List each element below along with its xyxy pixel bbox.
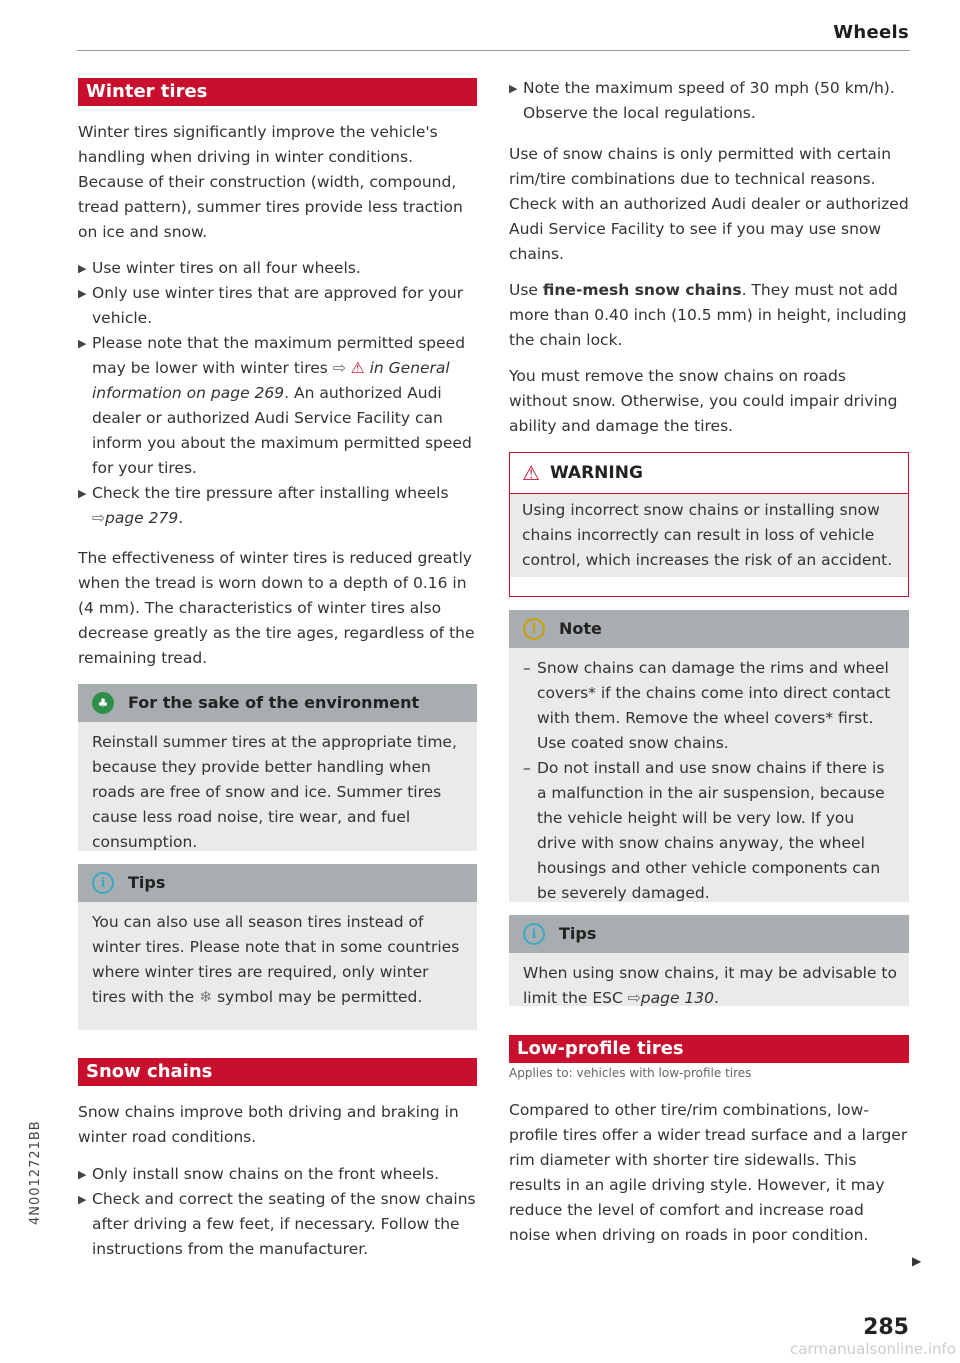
bullet-text: Only install snow chains on the front wheels. bbox=[92, 1165, 439, 1183]
bullet-text: Please note that the maximum permitted speed may be lower with winter tires bbox=[92, 334, 466, 377]
bullet-text: Check and correct the seating of the snow chains after driving a few feet, if necessary. Follow the instructions from the manufacturer. bbox=[92, 1190, 476, 1258]
bullet-item: ▶ Only install snow chains on the front wheels. bbox=[78, 1165, 439, 1183]
tips-box-left bbox=[78, 864, 477, 1030]
bullet-item: ▶ Use winter tires on all four wheels. bbox=[78, 259, 361, 277]
snow-chains-intro-text: Snow chains improve both driving and braking in winter road conditions. bbox=[78, 1103, 459, 1146]
fine-mesh-text: . They must not add more than 0.40 inch (10.5 mm) in height, including the chain lock. bbox=[509, 281, 907, 349]
combinations-text: Use of snow chains is only permitted with certain rim/tire combinations due to technical reasons. Check with an authorized Audi dealer or authorized Audi Service Facility to see if you may use snow chains. bbox=[509, 145, 909, 263]
arrow-ref-icon: ⇨ bbox=[332, 359, 346, 377]
document-code: 4N0012721BB bbox=[28, 1120, 43, 1225]
bullet-text: Use winter tires on all four wheels. bbox=[92, 259, 361, 277]
note-title: Note bbox=[559, 619, 602, 638]
arrow-ref-icon: ⇨ bbox=[627, 989, 641, 1007]
tips-title: Tips bbox=[559, 924, 597, 943]
tips-text: When using snow chains, it may be advisable to limit the ESC bbox=[523, 964, 897, 1007]
low-profile-heading: Low-profile tires bbox=[509, 1035, 909, 1063]
page-number: 285 bbox=[863, 1315, 909, 1340]
bullet-item: ▶ Note the maximum speed of 30 mph (50 km/h). Observe the local regulations. bbox=[509, 79, 895, 122]
bullet-item: ▶ Please note that the maximum permitted speed may be lower with winter tires ⇨ ⚠ in General information on page 269. An authorized Audi dealer or authorized Audi Service Facility can inform you about the maximum permitted speed for your tires. bbox=[78, 334, 472, 477]
winter-tires-bullets bbox=[78, 256, 477, 531]
page-reference-link[interactable]: in General information on page 269 bbox=[92, 359, 450, 402]
remove-text: You must remove the snow chains on roads without snow. Otherwise, you could impair driving ability and damage the tires. bbox=[509, 367, 898, 435]
tips-text: . bbox=[714, 989, 719, 1007]
effectiveness-text: The effectiveness of winter tires is reduced greatly when the tread is worn down to a depth of 0.16 in (4 mm). The characteristics of winter tires also decrease greatly as the tire ages, regardless of the remaining tread. bbox=[78, 549, 475, 667]
arrow-ref-icon: ⇨ bbox=[92, 509, 105, 527]
environment-title: For the sake of the environment bbox=[128, 693, 420, 712]
winter-tires-intro-text: Winter tires significantly improve the vehicle's handling when driving in winter conditions. Because of their construction (width, compound, tread pattern), summer tires provide less traction on ice and snow. bbox=[78, 123, 463, 241]
note-list-item: – Do not install and use snow chains if there is a malfunction in the air suspension, because the vehicle height will be very low. If you drive with snow chains anyway, the wheel housings and other vehicle components can be severely damaged. bbox=[523, 759, 885, 902]
winter-tires-intro bbox=[78, 120, 477, 245]
header-divider bbox=[77, 50, 910, 51]
bullet-text: Only use winter tires that are approved for your vehicle. bbox=[92, 284, 464, 327]
continue-arrow-icon: ▶ bbox=[912, 1254, 922, 1268]
tips-text: You can also use all season tires instead of winter tires. Please note that in some countries where winter tires are required, only winter tires with the bbox=[92, 913, 460, 1006]
note-text: Snow chains can damage the rims and wheel covers* if the chains come into direct contact with them. Remove the wheel covers* first. Use coated snow chains. bbox=[537, 659, 891, 752]
environment-box-header bbox=[78, 684, 477, 722]
warning-box-body bbox=[510, 494, 908, 577]
remove-paragraph bbox=[509, 364, 909, 439]
warning-box-header bbox=[510, 453, 908, 494]
tips-box-body bbox=[509, 953, 909, 1017]
environment-text: Reinstall summer tires at the appropriate time, because they provide better handling when roads are free of snow and ice. Summer tires cause less road noise, tire wear, and fuel consumption. bbox=[92, 733, 457, 851]
snowflake-mountain-icon: ❄ bbox=[199, 988, 213, 1006]
watermark: carmanualsonline.info bbox=[790, 1340, 956, 1358]
page-reference-link[interactable]: page 279 bbox=[105, 509, 179, 527]
warning-box bbox=[509, 452, 909, 597]
note-text: Do not install and use snow chains if there is a malfunction in the air suspension, because the vehicle height will be very low. If you drive with snow chains anyway, the wheel housings and other vehicle components can be severely damaged. bbox=[537, 759, 885, 902]
bullet-item: ▶ Check the tire pressure after installing wheels ⇨page 279. bbox=[78, 484, 449, 527]
note-list-item: – Snow chains can damage the rims and wheel covers* if the chains come into direct contact with them. Remove the wheel covers* first. Use coated snow chains. bbox=[523, 659, 891, 752]
info-icon: i bbox=[523, 923, 545, 945]
bullet-item: ▶ Only use winter tires that are approved for your vehicle. bbox=[78, 284, 464, 327]
environment-leaf-icon: ♣ bbox=[92, 692, 114, 714]
snow-chains-intro bbox=[78, 1100, 477, 1150]
applies-to-note: Applies to: vehicles with low-profile tires bbox=[509, 1066, 752, 1080]
page-reference-link[interactable]: page 130 bbox=[640, 989, 715, 1007]
tips-title: Tips bbox=[128, 873, 166, 892]
bullet-text: Note the maximum speed of 30 mph (50 km/h). Observe the local regulations. bbox=[523, 79, 895, 122]
fine-mesh-paragraph bbox=[509, 278, 909, 353]
low-profile-paragraph bbox=[509, 1098, 909, 1248]
info-icon: i bbox=[92, 872, 114, 894]
combinations-paragraph bbox=[509, 142, 909, 267]
warning-title: WARNING bbox=[549, 463, 643, 483]
low-profile-text: Compared to other tire/rim combinations, low-profile tires offer a wider tread surface and a larger rim diameter with shorter tire sidewalls. This results in an agile driving style. However, it may reduce the level of comfort and increase road noise when driving on roads in poor condition. bbox=[509, 1101, 908, 1244]
page-section-title: Wheels bbox=[833, 22, 909, 43]
bullet-item: ▶ Check and correct the seating of the snow chains after driving a few feet, if necessary. Follow the instructions from the manufacturer. bbox=[78, 1190, 476, 1258]
snow-chains-bullets bbox=[78, 1162, 477, 1262]
bullet-text: . An authorized Audi dealer or authorized Audi Service Facility can inform you about the maximum permitted speed for your tires. bbox=[92, 384, 472, 477]
tips-box-header bbox=[509, 915, 909, 953]
speed-note bbox=[509, 76, 909, 126]
warning-triangle-icon: ⚠ bbox=[522, 461, 540, 485]
exclamation-icon: ! bbox=[523, 618, 545, 640]
fine-mesh-bold: fine-mesh snow chains bbox=[542, 281, 742, 299]
note-box-body bbox=[509, 648, 909, 912]
environment-box bbox=[78, 684, 477, 851]
winter-tires-effectiveness bbox=[78, 546, 477, 671]
tips-box-right bbox=[509, 915, 909, 1006]
snow-chains-heading: Snow chains bbox=[78, 1058, 477, 1086]
tips-text: symbol may be permitted. bbox=[217, 988, 423, 1006]
tips-box-header bbox=[78, 864, 477, 902]
note-box bbox=[509, 610, 909, 902]
winter-tires-heading: Winter tires bbox=[78, 78, 477, 106]
warning-text: Using incorrect snow chains or installing snow chains incorrectly can result in loss of vehicle control, which increases the risk of an accident. bbox=[522, 501, 893, 569]
tips-box-body bbox=[78, 902, 477, 1016]
note-box-header bbox=[509, 610, 909, 648]
fine-mesh-text: Use bbox=[509, 281, 538, 299]
bullet-text: Check the tire pressure after installing wheels bbox=[92, 484, 449, 502]
warning-triangle-icon: ⚠ bbox=[350, 359, 365, 377]
environment-box-body bbox=[78, 722, 477, 861]
